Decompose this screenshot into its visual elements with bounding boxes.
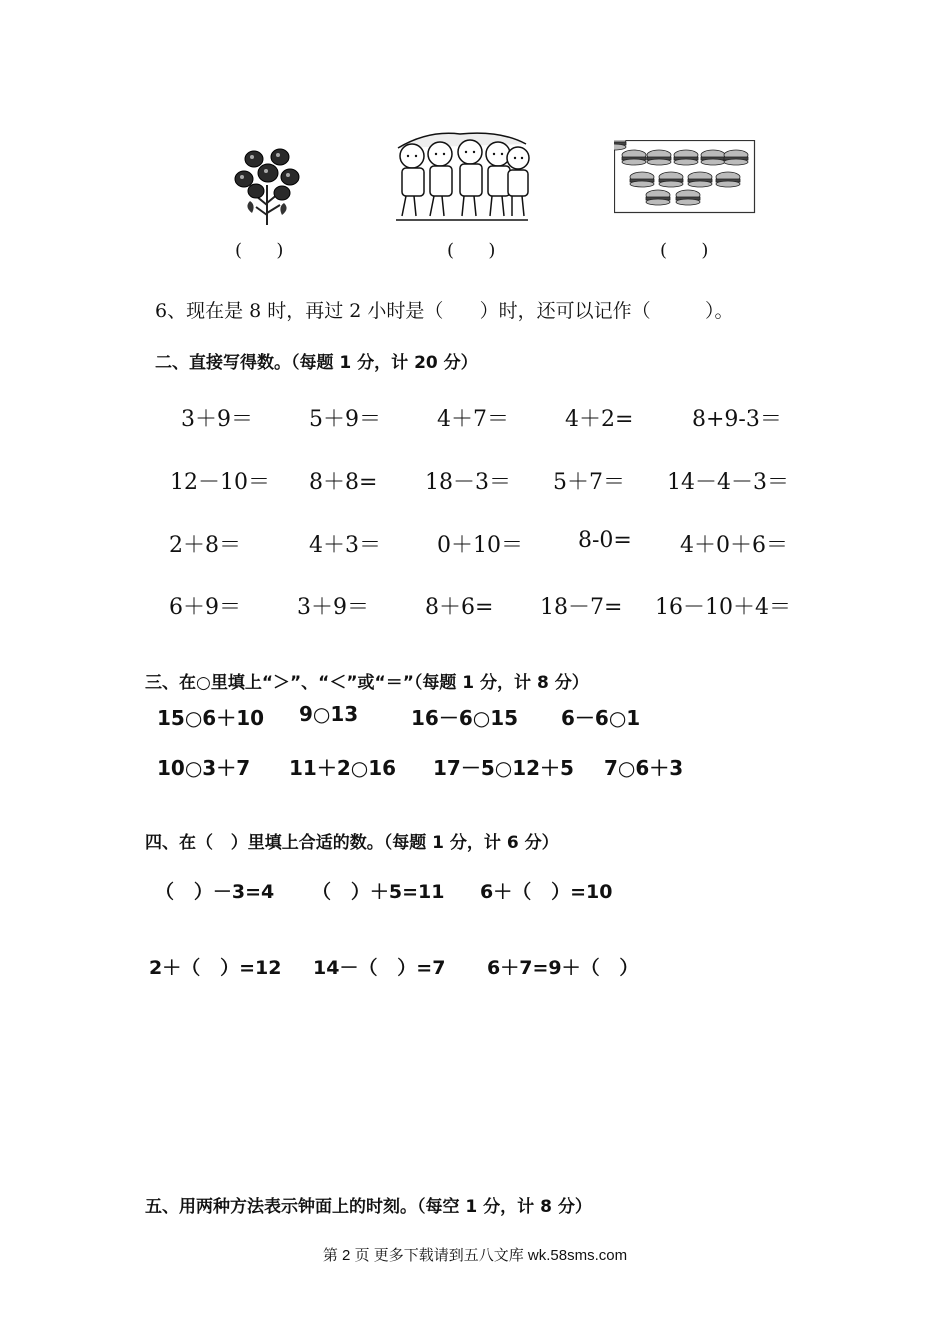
section-5-title: 五、用两种方法表示钟面上的时刻。（每空 1 分，计 8 分） (145, 1197, 592, 1217)
page-footer: 第 2 页 更多下载请到五八文库 wk.58sms.com (322, 1247, 628, 1264)
equation-item: 8-0= (578, 528, 632, 553)
equation-item: 0＋10＝ (437, 533, 523, 558)
equation-item: 2＋8＝ (169, 533, 241, 558)
equation-item: 8＋8= (309, 470, 378, 495)
equation-item: 3＋9＝ (181, 407, 253, 432)
fill-blank-item: 14－（ ）=7 (313, 957, 446, 979)
equation-item: 8＋6= (425, 595, 494, 620)
equation-item: 5＋9＝ (309, 407, 381, 432)
fill-blank-item: 6＋（ ）=10 (480, 881, 613, 903)
equation-item: 5＋7＝ (553, 470, 625, 495)
equation-item: 16－10＋4＝ (655, 595, 791, 620)
answer-blank-burgers[interactable]: ( ) (660, 240, 709, 261)
comparison-item: 17－5○12＋5 (433, 756, 574, 780)
comparison-item: 16－6○15 (411, 706, 519, 730)
comparison-item: 9○13 (299, 702, 359, 726)
flowers-illustration (228, 145, 306, 227)
equation-item: 8+9-3＝ (692, 407, 782, 432)
equation-item: 4＋7＝ (437, 407, 509, 432)
fill-blank-item: （ ）－3=4 (155, 881, 275, 903)
section-2-title: 二、直接写得数。（每题 1 分，计 20 分） (155, 353, 478, 373)
comparison-item: 11＋2○16 (289, 756, 397, 780)
answer-blank-children[interactable]: ( ) (447, 240, 496, 261)
equation-item: 3＋9＝ (297, 595, 369, 620)
equation-item: 18－3＝ (425, 470, 511, 495)
equation-item: 14－4－3＝ (667, 470, 789, 495)
comparison-item: 10○3＋7 (157, 756, 251, 780)
equation-item: 4＋2= (565, 407, 634, 432)
comparison-item: 6－6○1 (561, 706, 641, 730)
section-4-title: 四、在（ ）里填上合适的数。（每题 1 分，计 6 分） (145, 833, 559, 853)
equation-item: 4＋3＝ (309, 533, 381, 558)
equation-item: 6＋9＝ (169, 595, 241, 620)
burgers-illustration (614, 140, 756, 214)
question-6: 6、现在是 8 时，再过 2 小时是（ ）时，还可以记作（ ）。 (155, 300, 734, 322)
equation-item: 12－10＝ (170, 470, 270, 495)
equation-item: 18－7= (540, 595, 623, 620)
children-illustration (390, 128, 535, 223)
answer-blank-flowers[interactable]: ( ) (235, 240, 284, 261)
comparison-item: 7○6＋3 (604, 756, 684, 780)
fill-blank-item: 2＋（ ）=12 (149, 957, 282, 979)
fill-blank-item: 6＋7=9＋（ ） (487, 957, 639, 979)
section-3-title: 三、在○里填上“＞”、“＜”或“＝”（每题 1 分，计 8 分） (145, 673, 589, 693)
equation-item: 4＋0＋6＝ (680, 533, 788, 558)
fill-blank-item: （ ）＋5=11 (312, 881, 445, 903)
comparison-item: 15○6＋10 (157, 706, 265, 730)
